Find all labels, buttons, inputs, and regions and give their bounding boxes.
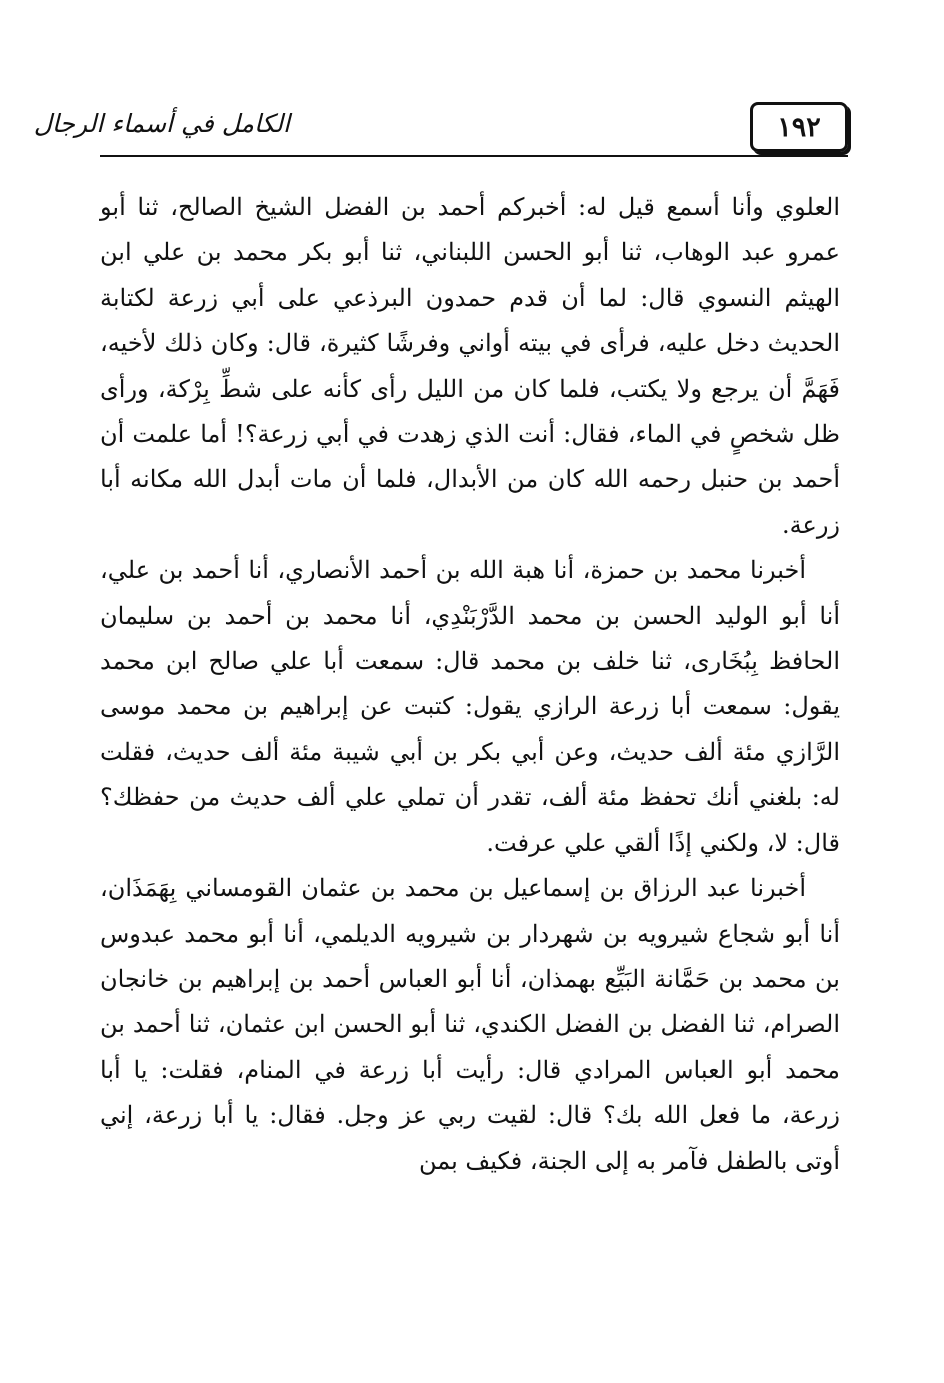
paragraph-3: أخبرنا عبد الرزاق بن إسماعيل بن محمد بن عثمان القومساني بِهَمَذَان، أنا أبو شجاع شيرويه بن شهردار بن شيرويه الديلمي، أنا أبو محمد عبدوس بن محمد بن حَمَّانة البَيِّع بهمذان، أنا أبو العباس أحمد بن إبراهيم بن خانجان الصرام، ثنا الفضل بن الفضل الكندي، ثنا أبو الحسن ابن عثمان، ثنا أحمد بن محمد أبو العباس المرادي قال: رأيت أبا زرعة في المنام، فقلت: يا أبا زرعة، ما فعل الله بك؟ قال: لقيت ربي عز وجل. فقال: يا أبا زرعة، إني أوتى بالطفل فآمر به إلى الجنة، فكيف بمن <box>100 874 840 1175</box>
running-title: الكامل في أسماء الرجال <box>33 109 290 138</box>
paragraph-1: العلوي وأنا أسمع قيل له: أخبركم أحمد بن الفضل الشيخ الصالح، ثنا أبو عمرو عبد الوهاب، ثنا أبو الحسن اللبناني، ثنا أبو بكر محمد بن علي ابن الهيثم النسوي قال: لما أن قدم حمدون البرذعي على أبي زرعة لكتابة الحديث دخل عليه، فرأى في بيته أواني وفرشًا كثيرة، قال: وكان ذلك لأخيه، فَهَمَّ أن يرجع ولا يكتب، فلما كان من الليل رأى كأنه على شطِّ بِرْكة، ورأى ظل شخصٍ في الماء، فقال: أنت الذي زهدت في أبي زرعة؟! أما علمت أن أحمد بن حنبل رحمه الله كان من الأبدال، فلما أن مات أبدل الله مكانه أبا زرعة. <box>100 193 841 539</box>
paragraph-2: أخبرنا محمد بن حمزة، أنا هبة الله بن أحمد الأنصاري، أنا أحمد بن علي، أنا أبو الوليد الحسن بن محمد الدَّرْبَنْدِي، أنا محمد بن أحمد بن سليمان الحافظ بِبُخَارى، ثنا خلف بن محمد قال: سمعت أبا علي صالح ابن محمد يقول: سمعت أبا زرعة الرازي يقول: كتبت عن إبراهيم بن محمد موسى الرَّازي مئة ألف حديث، وعن أبي بكر بن أبي شيبة مئة ألف حديث، فقلت له: بلغني أنك تحفظ مئة ألف، تقدر أن تملي علي ألف حديث من حفظك؟ قال: لا، ولكني إذًا ألقي علي عرفت. <box>100 556 840 857</box>
page-number: ١٩٢ <box>750 102 848 152</box>
body-text <box>100 185 840 1184</box>
header-rule <box>100 155 848 157</box>
page-header <box>33 98 848 156</box>
